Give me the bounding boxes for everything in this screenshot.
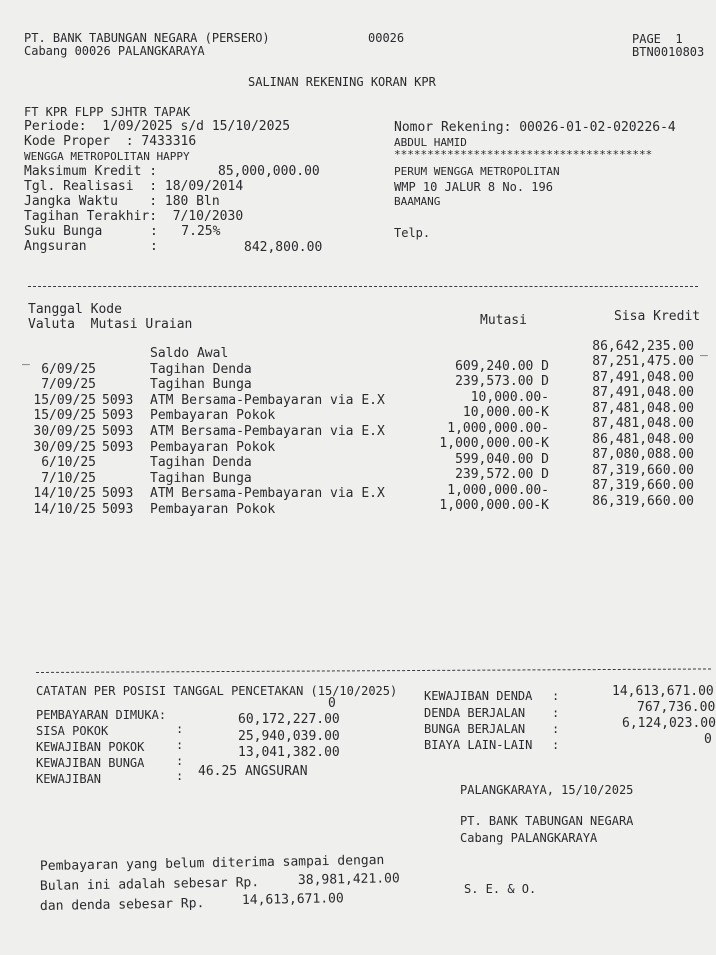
kewajiban-denda-value: 14,613,671.00 — [612, 684, 714, 699]
row-sisa-kredit: 87,491,048.00 — [592, 385, 694, 401]
row-date: 7/09/25 — [41, 377, 96, 393]
row-code: 5093 — [102, 502, 134, 517]
row-date: 14/10/25 — [33, 486, 96, 502]
biaya-lain-colon: : — [552, 738, 560, 752]
biaya-lain-value: 0 — [704, 732, 712, 747]
angsuran-label: Angsuran — [24, 239, 87, 254]
form-code: BTN0010803 — [632, 45, 705, 59]
jangka-waktu: Jangka Waktu : 180 Bln — [24, 194, 220, 209]
address-line-2: WMP 10 JALUR 8 No. 196 — [394, 180, 553, 194]
row-date: 30/09/25 — [33, 424, 96, 439]
angsuran-value: 842,800.00 — [244, 240, 323, 255]
denda-berjalan-colon: : — [552, 706, 560, 720]
row-mutasi: 239,572.00 D — [455, 467, 549, 483]
kewajiban-pokok-label: KEWAJIBAN POKOK — [36, 740, 145, 754]
row-mutasi: 10,000.00- — [470, 389, 549, 405]
row-date: 6/09/25 — [41, 361, 96, 377]
kewajiban-bunga-value: 13,041,382.00 — [238, 745, 340, 760]
project-name: WENGGA METROPOLITAN HAPPY — [24, 150, 190, 163]
row-code: 5093 — [102, 486, 134, 502]
angsuran-colon: : — [150, 239, 158, 254]
separator-stars: *************************************** — [394, 148, 653, 161]
row-sisa-kredit: 87,481,048.00 — [592, 400, 694, 416]
row-mutasi: 10,000.00-K — [462, 405, 549, 421]
row-date: 15/09/25 — [33, 408, 96, 424]
sisa-pokok-label: SISA POKOK — [36, 724, 109, 738]
row-code: 5093 — [102, 424, 134, 439]
row-date: 6/10/25 — [41, 455, 96, 471]
row-sisa-kredit: 87,481,048.00 — [592, 416, 694, 432]
kewajiban-colon: : — [176, 769, 184, 783]
kewajiban-bunga-colon: : — [176, 754, 184, 768]
place-date: PALANGKARAYA, 15/10/2025 — [460, 783, 634, 797]
row-mutasi: 239,573.00 D — [455, 374, 549, 390]
column-header-valuta: Valuta Mutasi Uraian — [28, 317, 193, 332]
row-description: Tagihan Denda — [150, 455, 252, 471]
row-description: ATM Bersama-Pembayaran via E.X — [150, 392, 385, 408]
row-code: 5093 — [102, 392, 134, 408]
margin-mark-right: _ — [700, 342, 708, 357]
row-mutasi: 599,040.00 D — [455, 451, 549, 467]
telp-label: Telp. — [394, 226, 431, 240]
note-line-3-value: 14,613,671.00 — [241, 891, 344, 908]
note-line-1: Pembayaran yang belum diterima sampai dengan — [39, 852, 385, 874]
footer-branch: Cabang PALANGKARAYA — [460, 831, 598, 845]
bunga-berjalan-value: 6,124,023.00 — [622, 716, 716, 731]
row-sisa-kredit: 86,642,235.00 — [592, 339, 694, 354]
suku-bunga-label: Suku Bunga — [24, 224, 103, 239]
kewajiban-value: 46.25 ANGSURAN — [198, 764, 308, 779]
column-header-tanggal-kode: Tanggal Kode — [28, 302, 122, 317]
row-description: Pembayaran Pokok — [150, 408, 276, 424]
row-date: 14/10/25 — [33, 502, 96, 517]
row-date: 15/09/25 — [33, 392, 96, 408]
row-description: Tagihan Denda — [150, 361, 252, 377]
tagihan-terakhir: Tagihan Terakhir: 7/10/2030 — [24, 209, 244, 224]
row-mutasi: 609,240.00 D — [455, 358, 549, 374]
bank-name: PT. BANK TABUNGAN NEGARA (PERSERO) — [24, 31, 270, 45]
row-sisa-kredit: 87,491,048.00 — [592, 369, 694, 385]
customer-name: ABDUL HAMID — [394, 136, 467, 149]
pembayaran-dimuka-label: PEMBAYARAN DIMUKA: — [36, 708, 167, 722]
summary-title: CATATAN PER POSISI TANGGAL PENCETAKAN (15/10/2025) — [36, 684, 398, 698]
row-code: 5093 — [102, 439, 134, 455]
seo-note: S. E. & O. — [464, 882, 537, 896]
row-sisa-kredit: 87,319,660.00 — [592, 462, 694, 478]
row-mutasi: 1,000,000.00- — [447, 482, 549, 498]
maks-kredit-value: 85,000,000.00 — [218, 164, 320, 179]
kewajiban-label: KEWAJIBAN — [36, 772, 102, 786]
column-header-mutasi: Mutasi — [480, 313, 527, 328]
column-header-sisa-kredit: Sisa Kredit — [614, 309, 701, 324]
divider-bottom — [36, 668, 711, 673]
margin-mark-left: _ — [22, 351, 30, 366]
row-code: 5093 — [102, 408, 134, 424]
divider-top — [28, 286, 698, 287]
note-line-3-label: dan denda sebesar Rp. — [39, 896, 205, 914]
kewajiban-denda-label: KEWAJIBAN DENDA — [424, 689, 533, 703]
kewajiban-pokok-value: 25,940,039.00 — [238, 729, 340, 744]
kewajiban-denda-colon: : — [552, 689, 560, 703]
row-sisa-kredit: 86,481,048.00 — [592, 431, 694, 447]
kewajiban-bunga-label: KEWAJIBAN BUNGA — [36, 756, 145, 770]
biaya-lain-label: BIAYA LAIN-LAIN — [424, 738, 533, 752]
bunga-berjalan-label: BUNGA BERJALAN — [424, 722, 526, 736]
row-sisa-kredit: 87,319,660.00 — [592, 478, 694, 494]
suku-bunga-value: : 7.25% — [150, 224, 221, 239]
row-description: Tagihan Bunga — [150, 470, 252, 486]
row-sisa-kredit: 87,080,088.00 — [592, 447, 694, 463]
row-mutasi: 1,000,000.00- — [447, 420, 549, 436]
row-sisa-kredit: 87,251,475.00 — [592, 354, 694, 370]
row-mutasi: 1,000,000.00-K — [439, 498, 549, 514]
address-line-3: BAAMANG — [394, 195, 441, 208]
sisa-pokok-colon: : — [176, 722, 184, 736]
kode-proper: Kode Proper : 7433316 — [24, 134, 197, 149]
pembayaran-dimuka-value: 0 — [328, 696, 336, 711]
row-description: Tagihan Bunga — [150, 377, 252, 393]
note-line-2-label: Bulan ini adalah sebesar Rp. — [39, 875, 260, 894]
kewajiban-pokok-colon: : — [176, 738, 184, 752]
sisa-pokok-value: 60,172,227.00 — [238, 712, 340, 727]
branch-code: 00026 — [368, 31, 405, 45]
row-description: ATM Bersama-Pembayaran via E.X — [150, 424, 385, 439]
bunga-berjalan-colon: : — [552, 722, 560, 736]
address-line-1: PERUM WENGGA METROPOLITAN — [394, 165, 560, 178]
maks-kredit-label: Maksimum Kredit : — [24, 164, 158, 179]
page-number: PAGE 1 — [632, 32, 683, 46]
denda-berjalan-label: DENDA BERJALAN — [424, 706, 526, 720]
product-name: FT KPR FLPP SJHTR TAPAK — [24, 105, 191, 119]
row-description: ATM Bersama-Pembayaran via E.X — [150, 486, 385, 502]
tgl-realisasi: Tgl. Realisasi : 18/09/2014 — [24, 179, 244, 194]
row-date: 30/09/25 — [33, 439, 96, 455]
denda-berjalan-value: 767,736.00 — [637, 700, 716, 715]
note-line-2-value: 38,981,421.00 — [297, 871, 400, 888]
row-description: Saldo Awal — [150, 346, 229, 361]
account-number: Nomor Rekening: 00026-01-02-020226-4 — [394, 120, 676, 135]
row-date: 7/10/25 — [41, 470, 96, 486]
row-description: Pembayaran Pokok — [150, 439, 276, 455]
footer-bank-name: PT. BANK TABUNGAN NEGARA — [460, 814, 634, 828]
row-sisa-kredit: 86,319,660.00 — [592, 493, 694, 509]
row-mutasi: 1,000,000.00-K — [439, 436, 549, 452]
page-title: SALINAN REKENING KORAN KPR — [248, 75, 436, 89]
branch-line: Cabang 00026 PALANGKARAYA — [24, 44, 205, 58]
row-description: Pembayaran Pokok — [150, 502, 276, 517]
period: Periode: 1/09/2025 s/d 15/10/2025 — [24, 119, 291, 134]
